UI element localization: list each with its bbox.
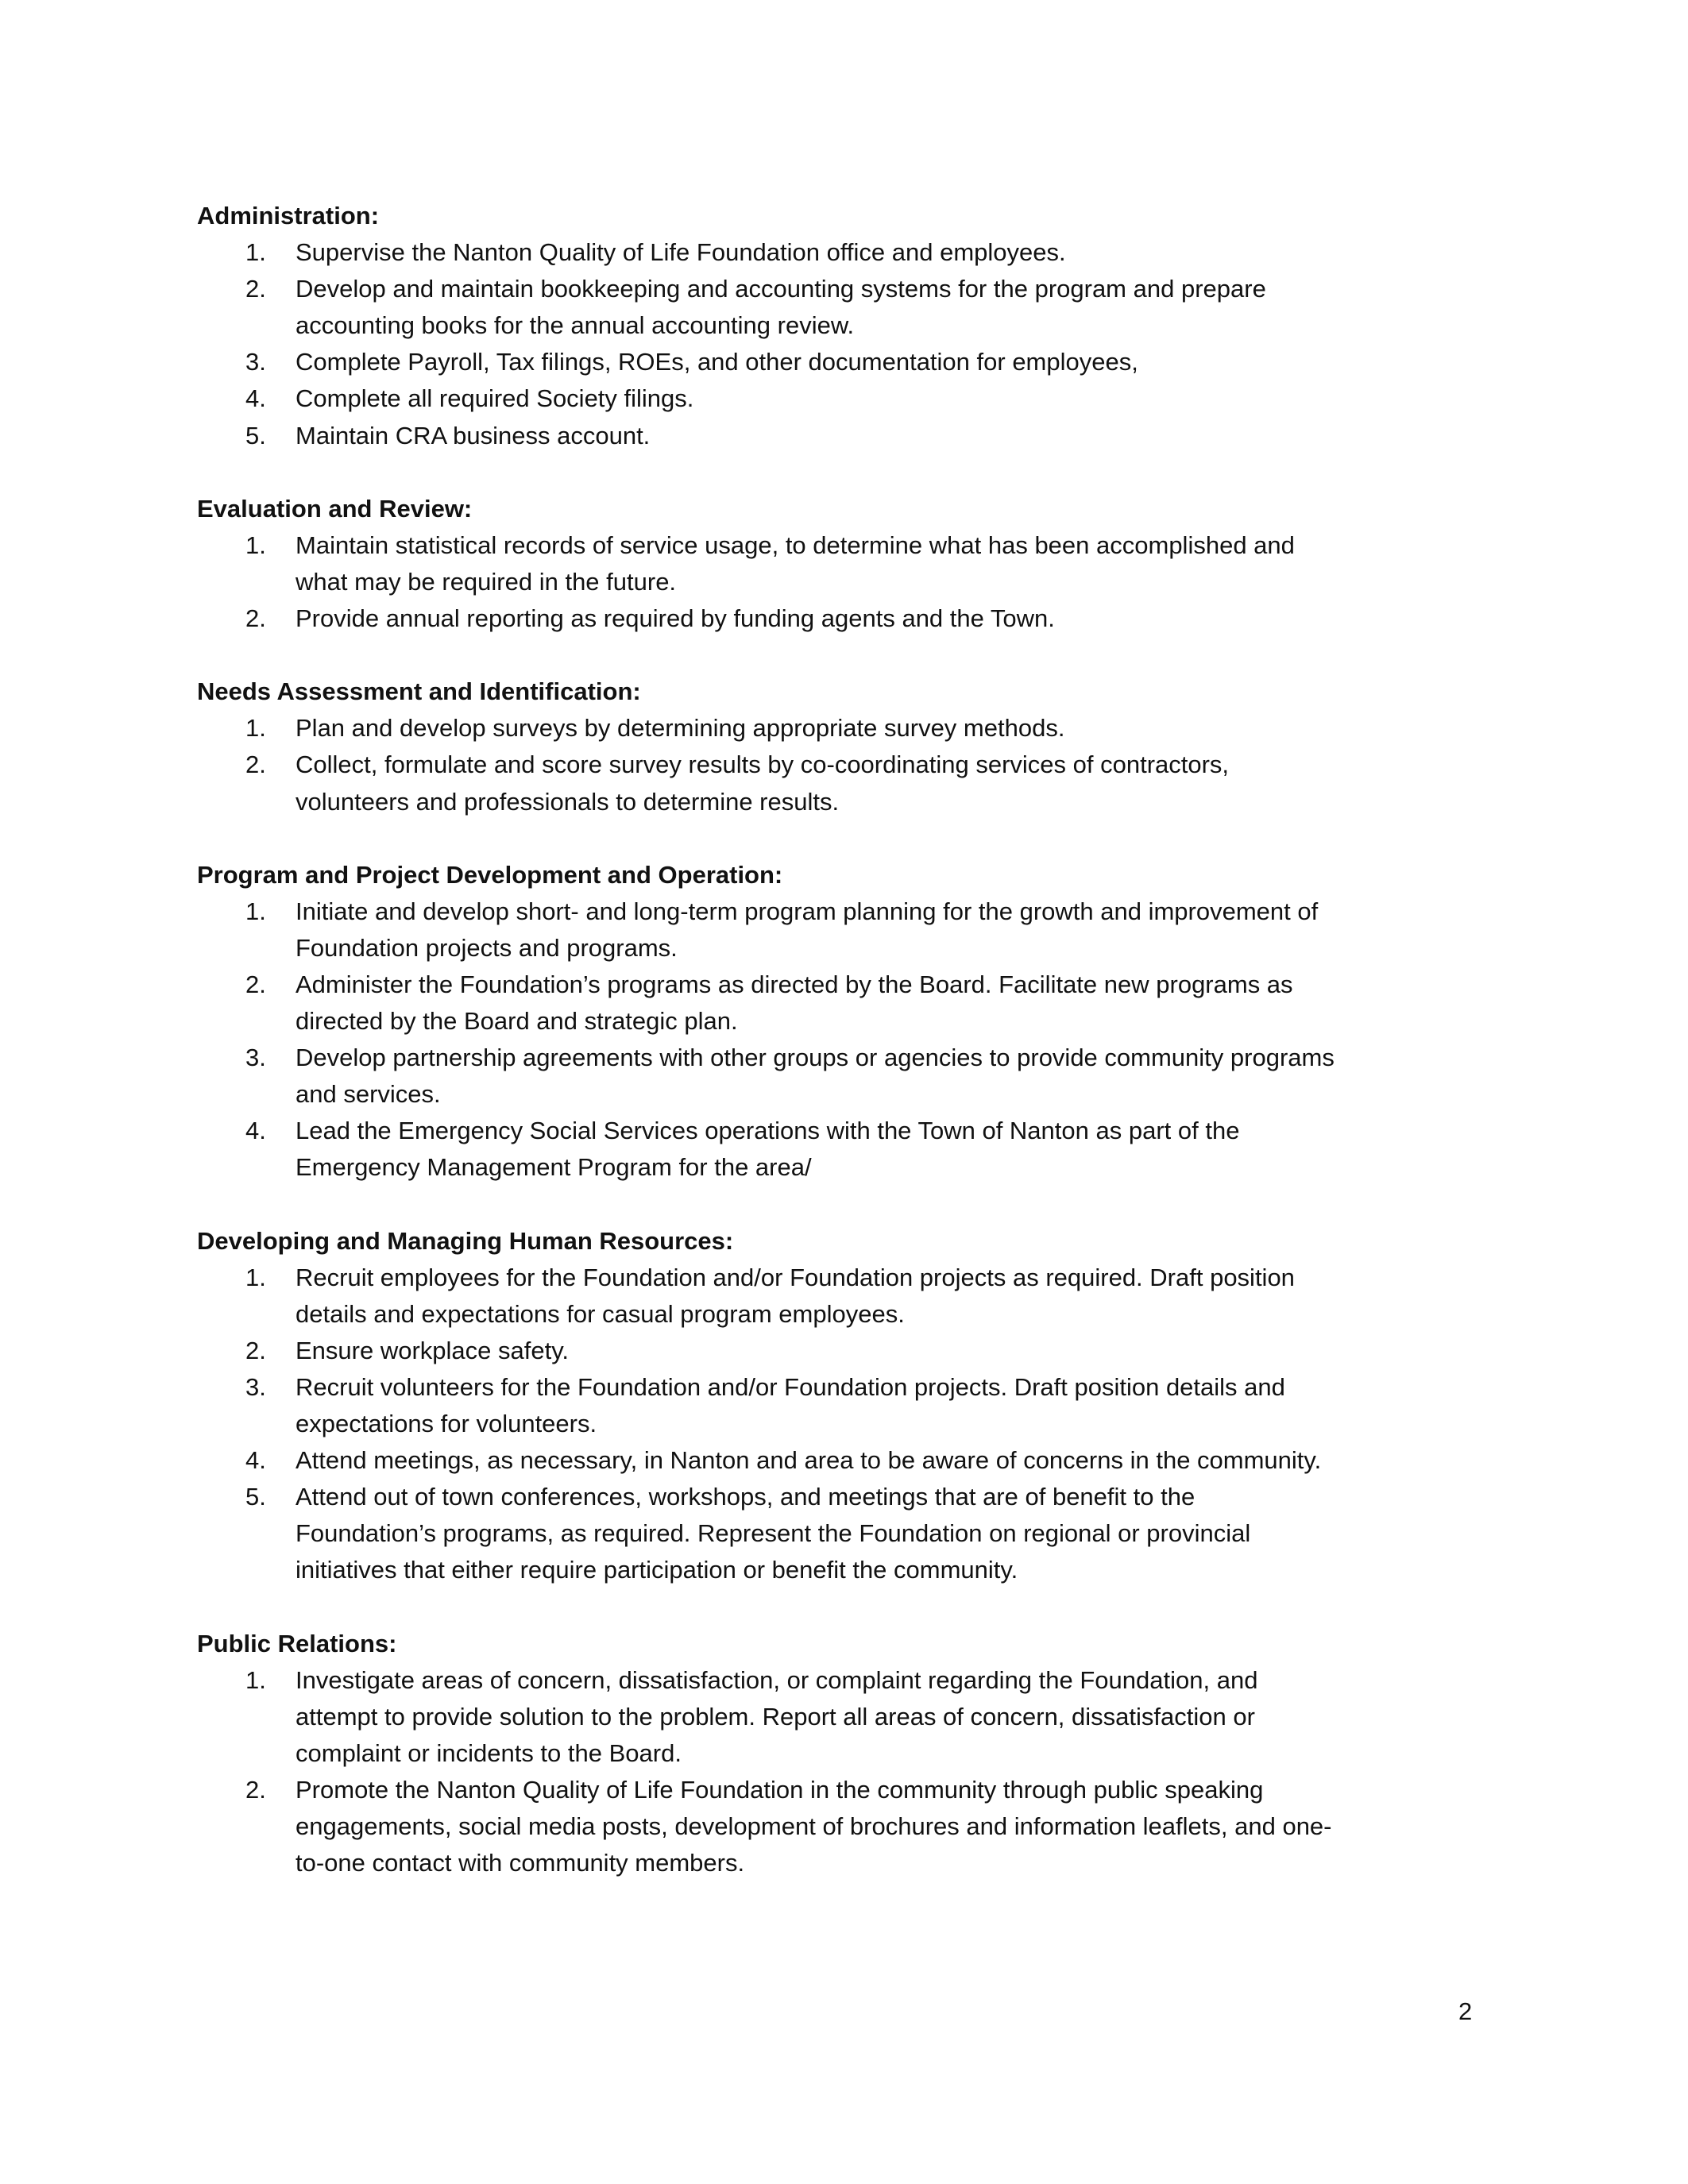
item-text-line: Investigate areas of concern, dissatisfaction, or complaint regarding the Foundation, and xyxy=(295,1665,1258,1694)
section-spacer xyxy=(197,1187,1508,1223)
section-heading: Needs Assessment and Identification: xyxy=(197,677,641,706)
numbered-list xyxy=(197,527,1508,637)
numbered-list xyxy=(197,234,1508,454)
list-item xyxy=(197,234,1508,271)
list-item xyxy=(197,1113,1508,1186)
item-text-line: Initiate and develop short- and long-term program planning for the growth and improvement of xyxy=(295,897,1319,925)
item-text-line: Complete Payroll, Tax filings, ROEs, and other documentation for employees, xyxy=(295,348,1138,376)
list-item xyxy=(197,967,1508,1040)
section-heading: Evaluation and Review: xyxy=(197,494,473,523)
list-item xyxy=(197,1772,1508,1881)
document-body xyxy=(197,198,1508,1881)
list-item xyxy=(197,1369,1508,1442)
list-item xyxy=(197,271,1508,344)
item-number: 5. xyxy=(245,1483,266,1511)
section xyxy=(197,857,1508,1187)
item-text-line: engagements, social media posts, development of brochures and information leaflets, and one- xyxy=(295,1812,1332,1841)
item-text-line: Ensure workplace safety. xyxy=(295,1336,570,1364)
item-number: 2. xyxy=(245,970,266,998)
section-spacer xyxy=(197,454,1508,491)
item-number: 2. xyxy=(245,604,266,633)
item-text-line: Collect, formulate and score survey results by co-coordinating services of contractors, xyxy=(295,751,1230,779)
list-item xyxy=(197,1662,1508,1772)
item-number: 1. xyxy=(245,1263,266,1291)
list-item xyxy=(197,1333,1508,1369)
item-number: 3. xyxy=(245,1044,266,1072)
list-item xyxy=(197,1260,1508,1333)
item-number: 3. xyxy=(245,1373,266,1401)
list-item xyxy=(197,344,1508,380)
numbered-list xyxy=(197,1260,1508,1589)
list-item xyxy=(197,710,1508,747)
item-text-line: Complete all required Society filings. xyxy=(295,384,694,413)
item-text-line: complaint or incidents to the Board. xyxy=(295,1738,682,1767)
item-number: 1. xyxy=(245,238,266,267)
item-number: 2. xyxy=(245,275,266,303)
section xyxy=(197,491,1508,637)
item-text-line: Emergency Management Program for the area/ xyxy=(295,1153,812,1182)
section-heading: Developing and Managing Human Resources: xyxy=(197,1226,734,1255)
item-number: 2. xyxy=(245,751,266,779)
list-item xyxy=(197,1479,1508,1588)
item-text-line: what may be required in the future. xyxy=(295,567,677,596)
item-text-line: volunteers and professionals to determine results. xyxy=(295,787,840,816)
item-text-line: Attend out of town conferences, workshops, and meetings that are of benefit to the xyxy=(295,1483,1196,1511)
item-number: 4. xyxy=(245,384,266,413)
list-item xyxy=(197,418,1508,454)
item-text-line: and services. xyxy=(295,1080,441,1109)
section-spacer xyxy=(197,637,1508,673)
item-text-line: expectations for volunteers. xyxy=(295,1410,597,1438)
item-text-line: Develop and maintain bookkeeping and accounting systems for the program and prepare xyxy=(295,275,1266,303)
item-text-line: Maintain statistical records of service usage, to determine what has been accomplished and xyxy=(295,531,1295,559)
item-text-line: directed by the Board and strategic plan. xyxy=(295,1007,738,1036)
item-text-line: to-one contact with community members. xyxy=(295,1849,745,1877)
list-item xyxy=(197,893,1508,967)
section-heading: Program and Project Development and Operation: xyxy=(197,860,783,889)
item-text-line: Recruit employees for the Foundation and/or Foundation projects as required. Draft position xyxy=(295,1263,1295,1291)
item-number: 1. xyxy=(245,897,266,925)
item-text-line: initiatives that either require participation or benefit the community. xyxy=(295,1556,1018,1584)
section xyxy=(197,198,1508,454)
item-number: 2. xyxy=(245,1776,266,1804)
item-text-line: Maintain CRA business account. xyxy=(295,421,651,450)
item-number: 3. xyxy=(245,348,266,376)
item-text-line: Attend meetings, as necessary, in Nanton and area to be aware of concerns in the community. xyxy=(295,1446,1322,1475)
item-text-line: Administer the Foundation’s programs as directed by the Board. Facilitate new programs as xyxy=(295,970,1293,998)
section xyxy=(197,1626,1508,1882)
item-number: 1. xyxy=(245,714,266,743)
section xyxy=(197,1223,1508,1589)
item-text-line: Recruit volunteers for the Foundation and/or Foundation projects. Draft position details and xyxy=(295,1373,1285,1401)
page-number: 2 xyxy=(1458,1997,1473,2025)
list-item xyxy=(197,380,1508,417)
section-heading: Public Relations: xyxy=(197,1629,397,1657)
list-item xyxy=(197,747,1508,820)
item-text-line: Foundation’s programs, as required. Represent the Foundation on regional or provincial xyxy=(295,1519,1251,1548)
item-text-line: Lead the Emergency Social Services operations with the Town of Nanton as part of the xyxy=(295,1117,1240,1145)
section xyxy=(197,673,1508,820)
numbered-list xyxy=(197,710,1508,820)
section-spacer xyxy=(197,1589,1508,1626)
section-heading: Administration: xyxy=(197,202,380,230)
item-number: 1. xyxy=(245,531,266,559)
item-text-line: details and expectations for casual program employees. xyxy=(295,1299,905,1328)
list-item xyxy=(197,527,1508,600)
item-number: 4. xyxy=(245,1117,266,1145)
item-number: 5. xyxy=(245,421,266,450)
item-text-line: Promote the Nanton Quality of Life Foundation in the community through public speaking xyxy=(295,1776,1264,1804)
list-item xyxy=(197,1040,1508,1113)
item-text-line: Supervise the Nanton Quality of Life Foundation office and employees. xyxy=(295,238,1066,267)
numbered-list xyxy=(197,1662,1508,1882)
section-spacer xyxy=(197,820,1508,857)
item-text-line: attempt to provide solution to the problem. Report all areas of concern, dissatisfaction or xyxy=(295,1702,1255,1731)
numbered-list xyxy=(197,893,1508,1187)
item-text-line: accounting books for the annual accounting review. xyxy=(295,311,855,340)
item-text-line: Develop partnership agreements with other groups or agencies to provide community programs xyxy=(295,1044,1335,1072)
item-number: 2. xyxy=(245,1336,266,1364)
item-text-line: Foundation projects and programs. xyxy=(295,933,678,962)
item-number: 4. xyxy=(245,1446,266,1475)
list-item xyxy=(197,600,1508,637)
item-number: 1. xyxy=(245,1665,266,1694)
item-text-line: Plan and develop surveys by determining appropriate survey methods. xyxy=(295,714,1065,743)
item-text-line: Provide annual reporting as required by funding agents and the Town. xyxy=(295,604,1055,633)
list-item xyxy=(197,1442,1508,1479)
